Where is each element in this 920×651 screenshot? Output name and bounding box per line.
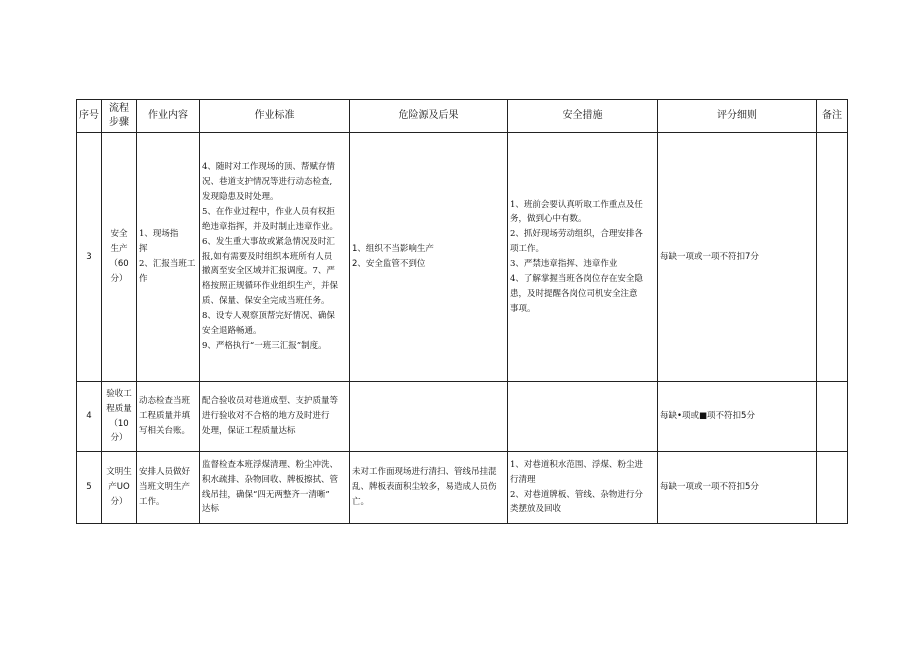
content-line: 写相关台账。 <box>139 425 191 436</box>
measure-line: 项工作。 <box>510 244 545 255</box>
row-content <box>137 382 200 452</box>
row-hazard <box>350 133 508 382</box>
flow-line: 验收工 <box>106 388 132 399</box>
standard-line: 发现隐患及时处理。 <box>202 192 279 203</box>
row-seq: 4 <box>77 382 102 452</box>
flow-line: 安全 <box>110 229 128 240</box>
measure-line: 2、对巷道牌板、管线、杂物进行分 <box>510 489 643 500</box>
flow-line: 生产 <box>110 244 128 255</box>
row-score: 每缺•项或■项不符扣5分 <box>658 382 817 452</box>
standard-line: 线吊挂，确保“四无两整齐一清晰” <box>202 489 330 500</box>
row-score: 每缺一项或一项不符扣7分 <box>658 133 817 382</box>
flow-line: 分） <box>110 496 128 507</box>
row-remark <box>817 452 848 524</box>
row-content <box>137 452 200 524</box>
header-content: 作业内容 <box>137 100 200 133</box>
flow-line: （10 <box>109 418 129 429</box>
standard-line: 6、发生重大事故或紧急情况及时汇 <box>202 236 335 247</box>
measure-line: 3、严禁违章指挥、违章作业 <box>510 259 618 269</box>
measure-line: 患，及时提醒各岗位司机安全注意 <box>510 288 638 299</box>
measure-line: 1、班前会要认真听取工作重点及任 <box>510 199 643 210</box>
header-flow-line: 流程 <box>109 102 129 114</box>
hazard-line: 亡。 <box>352 496 370 507</box>
standard-line: 8、设专人观察顶帮完好情况、确保 <box>202 311 335 322</box>
row-measure <box>508 382 658 452</box>
standard-line: 5、在作业过程中，作业人员有权拒 <box>202 206 335 217</box>
flow-line: 产UO <box>108 482 130 493</box>
hazard-line: 1、组织不当影响生产 <box>352 244 434 255</box>
row-standard <box>200 452 350 524</box>
row-score: 每缺一项或一项不符扣5分 <box>658 452 817 524</box>
hazard-line: 未对工作面现场进行清扫、管线吊挂混 <box>352 467 497 478</box>
standard-line: 格按照正规循环作业组织生产，并保 <box>202 281 339 292</box>
row-standard <box>200 382 350 452</box>
row-measure <box>508 133 658 382</box>
content-line: 安排人员做好 <box>139 467 191 478</box>
flow-line: 分） <box>110 273 128 284</box>
header-score: 评分细则 <box>658 100 817 133</box>
standard-line: 绝违章指挥，并及时制止违章作业。 <box>202 221 339 232</box>
standard-line: 质、保量、保安全完成当班任务。 <box>202 296 330 307</box>
measure-line: 事项。 <box>510 303 536 314</box>
row-measure <box>508 452 658 524</box>
standard-line: 安全退路畅通。 <box>202 325 262 336</box>
hazard-line: 2、安全监管不到位 <box>352 259 426 269</box>
row-hazard <box>350 382 508 452</box>
standard-line: 报,如有需要及时组织本班所有人员 <box>202 251 333 262</box>
flow-line: （60 <box>109 259 129 269</box>
flow-line: 分） <box>110 433 128 444</box>
standard-line: 处理，保证工程质量达标 <box>202 425 296 436</box>
table-row <box>77 133 848 382</box>
measure-line: 4、了解掌握当班各岗位存在安全隐 <box>510 273 643 284</box>
row-seq: 5 <box>77 452 102 524</box>
standard-line: 4、随时对工作现场的顶、帮赋存情 <box>202 162 335 173</box>
measure-line: 行清理 <box>510 474 536 485</box>
header-hazard: 危险源及后果 <box>350 100 508 133</box>
row-seq: 3 <box>77 133 102 382</box>
header-seq: 序号 <box>77 100 102 133</box>
content-line: 动态检查当班 <box>139 396 191 407</box>
table-row <box>77 452 848 524</box>
hazard-line: 乱、牌板表面积尘较多，易造成人员伤 <box>352 482 497 493</box>
header-flow <box>102 100 137 133</box>
row-hazard <box>350 452 508 524</box>
standard-line: 撤离至安全区域并汇报调度。7、严 <box>202 266 335 277</box>
content-line: 工程质量并填 <box>139 411 191 422</box>
measure-line: 务，做到心中有数。 <box>510 214 587 225</box>
standard-line: 达标 <box>202 504 220 515</box>
standard-line: 配合验收员对巷道成型、支护质量等 <box>202 396 339 407</box>
row-remark <box>817 133 848 382</box>
measure-line: 2、抓好现场劳动组织，合理安排各 <box>510 229 643 240</box>
standard-line: 况、巷道支护情况等进行动态检查, <box>202 177 333 188</box>
content-line: 挥 <box>139 244 148 255</box>
measure-line: 1、对巷道积水范围、浮煤、粉尘进 <box>510 459 643 470</box>
content-line: 2、汇报当班工 <box>139 259 196 269</box>
header-remark: 备注 <box>817 100 848 133</box>
content-line: 作 <box>139 273 148 284</box>
work-standard-table <box>76 99 848 524</box>
header-measure: 安全措施 <box>508 100 658 133</box>
standard-line: 监督检查本班浮煤清理、粉尘冲洗、 <box>202 459 339 470</box>
table-row <box>77 382 848 452</box>
row-remark <box>817 382 848 452</box>
row-standard <box>200 133 350 382</box>
header-row <box>77 100 848 133</box>
row-flow <box>102 133 137 382</box>
content-line: 工作。 <box>139 496 165 507</box>
measure-line: 类摆放及回收 <box>510 504 562 515</box>
content-line: 1、现场指 <box>139 229 179 240</box>
standard-line: 积水疏排、杂物回收、牌板擦拭、管 <box>202 474 339 485</box>
standard-line: 9、严格执行“一班三汇报”制度。 <box>202 340 327 351</box>
row-flow <box>102 452 137 524</box>
flow-line: 程质量 <box>106 403 132 414</box>
header-flow-line: 步骤 <box>109 117 129 128</box>
flow-line: 文明生 <box>106 467 132 478</box>
row-content <box>137 133 200 382</box>
header-standard: 作业标准 <box>200 100 350 133</box>
standard-line: 进行验收对不合格的地方及时进行 <box>202 411 330 422</box>
row-flow <box>102 382 137 452</box>
content-line: 当班文明生产 <box>139 482 191 493</box>
